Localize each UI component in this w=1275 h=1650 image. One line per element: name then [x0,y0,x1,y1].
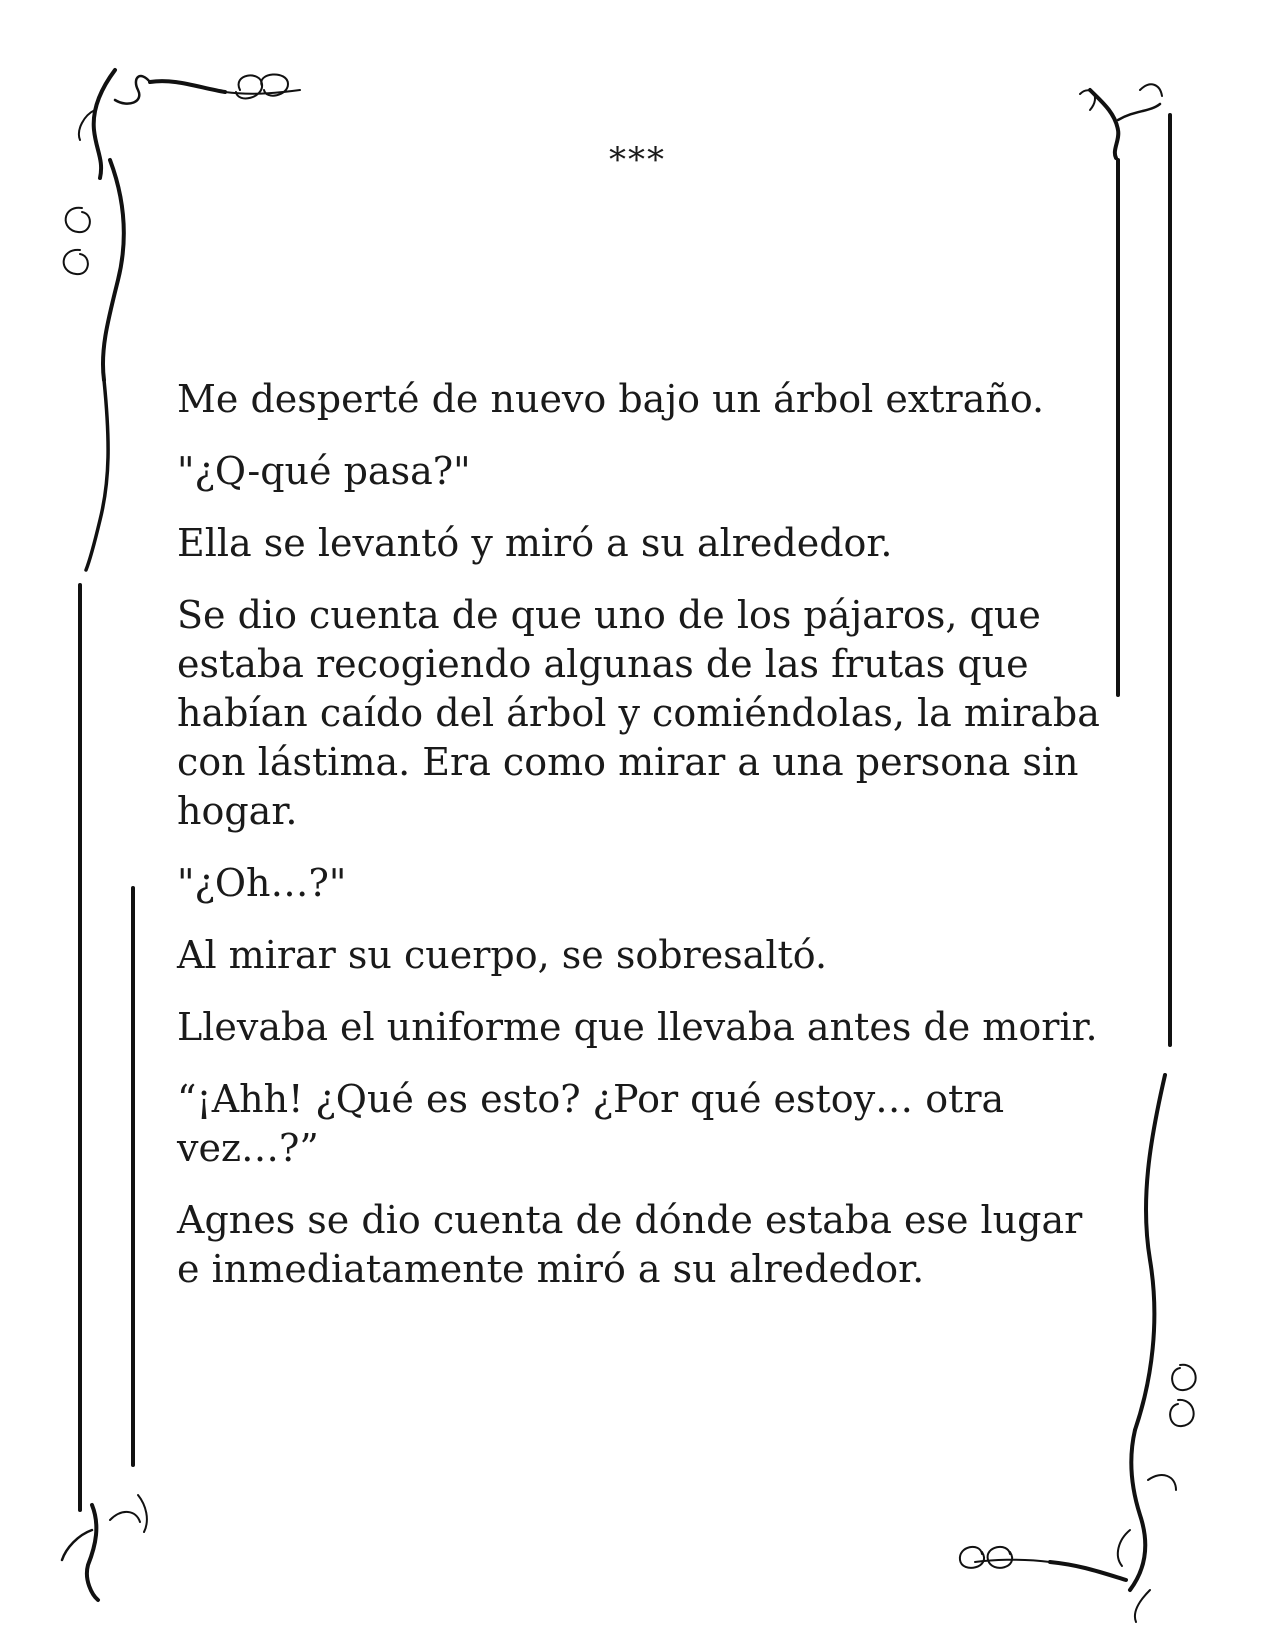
paragraph: Agnes se dio cuenta de dónde estaba ese lugar e inmediatamente miró a su alrededor. [177,1198,1083,1291]
paragraph: Ella se levantó y miró a su alrededor. [177,521,893,565]
paragraph: Al mirar su cuerpo, se sobresaltó. [177,933,828,977]
paragraph: “¡Ahh! ¿Qué es esto? ¿Por qué estoy… otra vez…?” [177,1077,1005,1170]
paragraph: Se dio cuenta de que uno de los pájaros, que estaba recogiendo algunas de las frutas que habían caído del árbol y comiéndolas, la miraba con lástima. Era como mirar a una persona sin hogar. [177,593,1100,833]
paragraph: Llevaba el uniforme que llevaba antes de morir. [177,1005,1098,1049]
paragraph: Me desperté de nuevo bajo un árbol extraño. [177,377,1045,421]
bottom-left-flourish-icon [62,1495,147,1600]
paragraph: "¿Q-qué pasa?" [177,449,471,493]
paragraph: "¿Oh…?" [177,861,347,905]
left-border-lines-icon [80,585,133,1510]
story-text [177,375,1107,1317]
section-separator: *** [609,140,666,180]
